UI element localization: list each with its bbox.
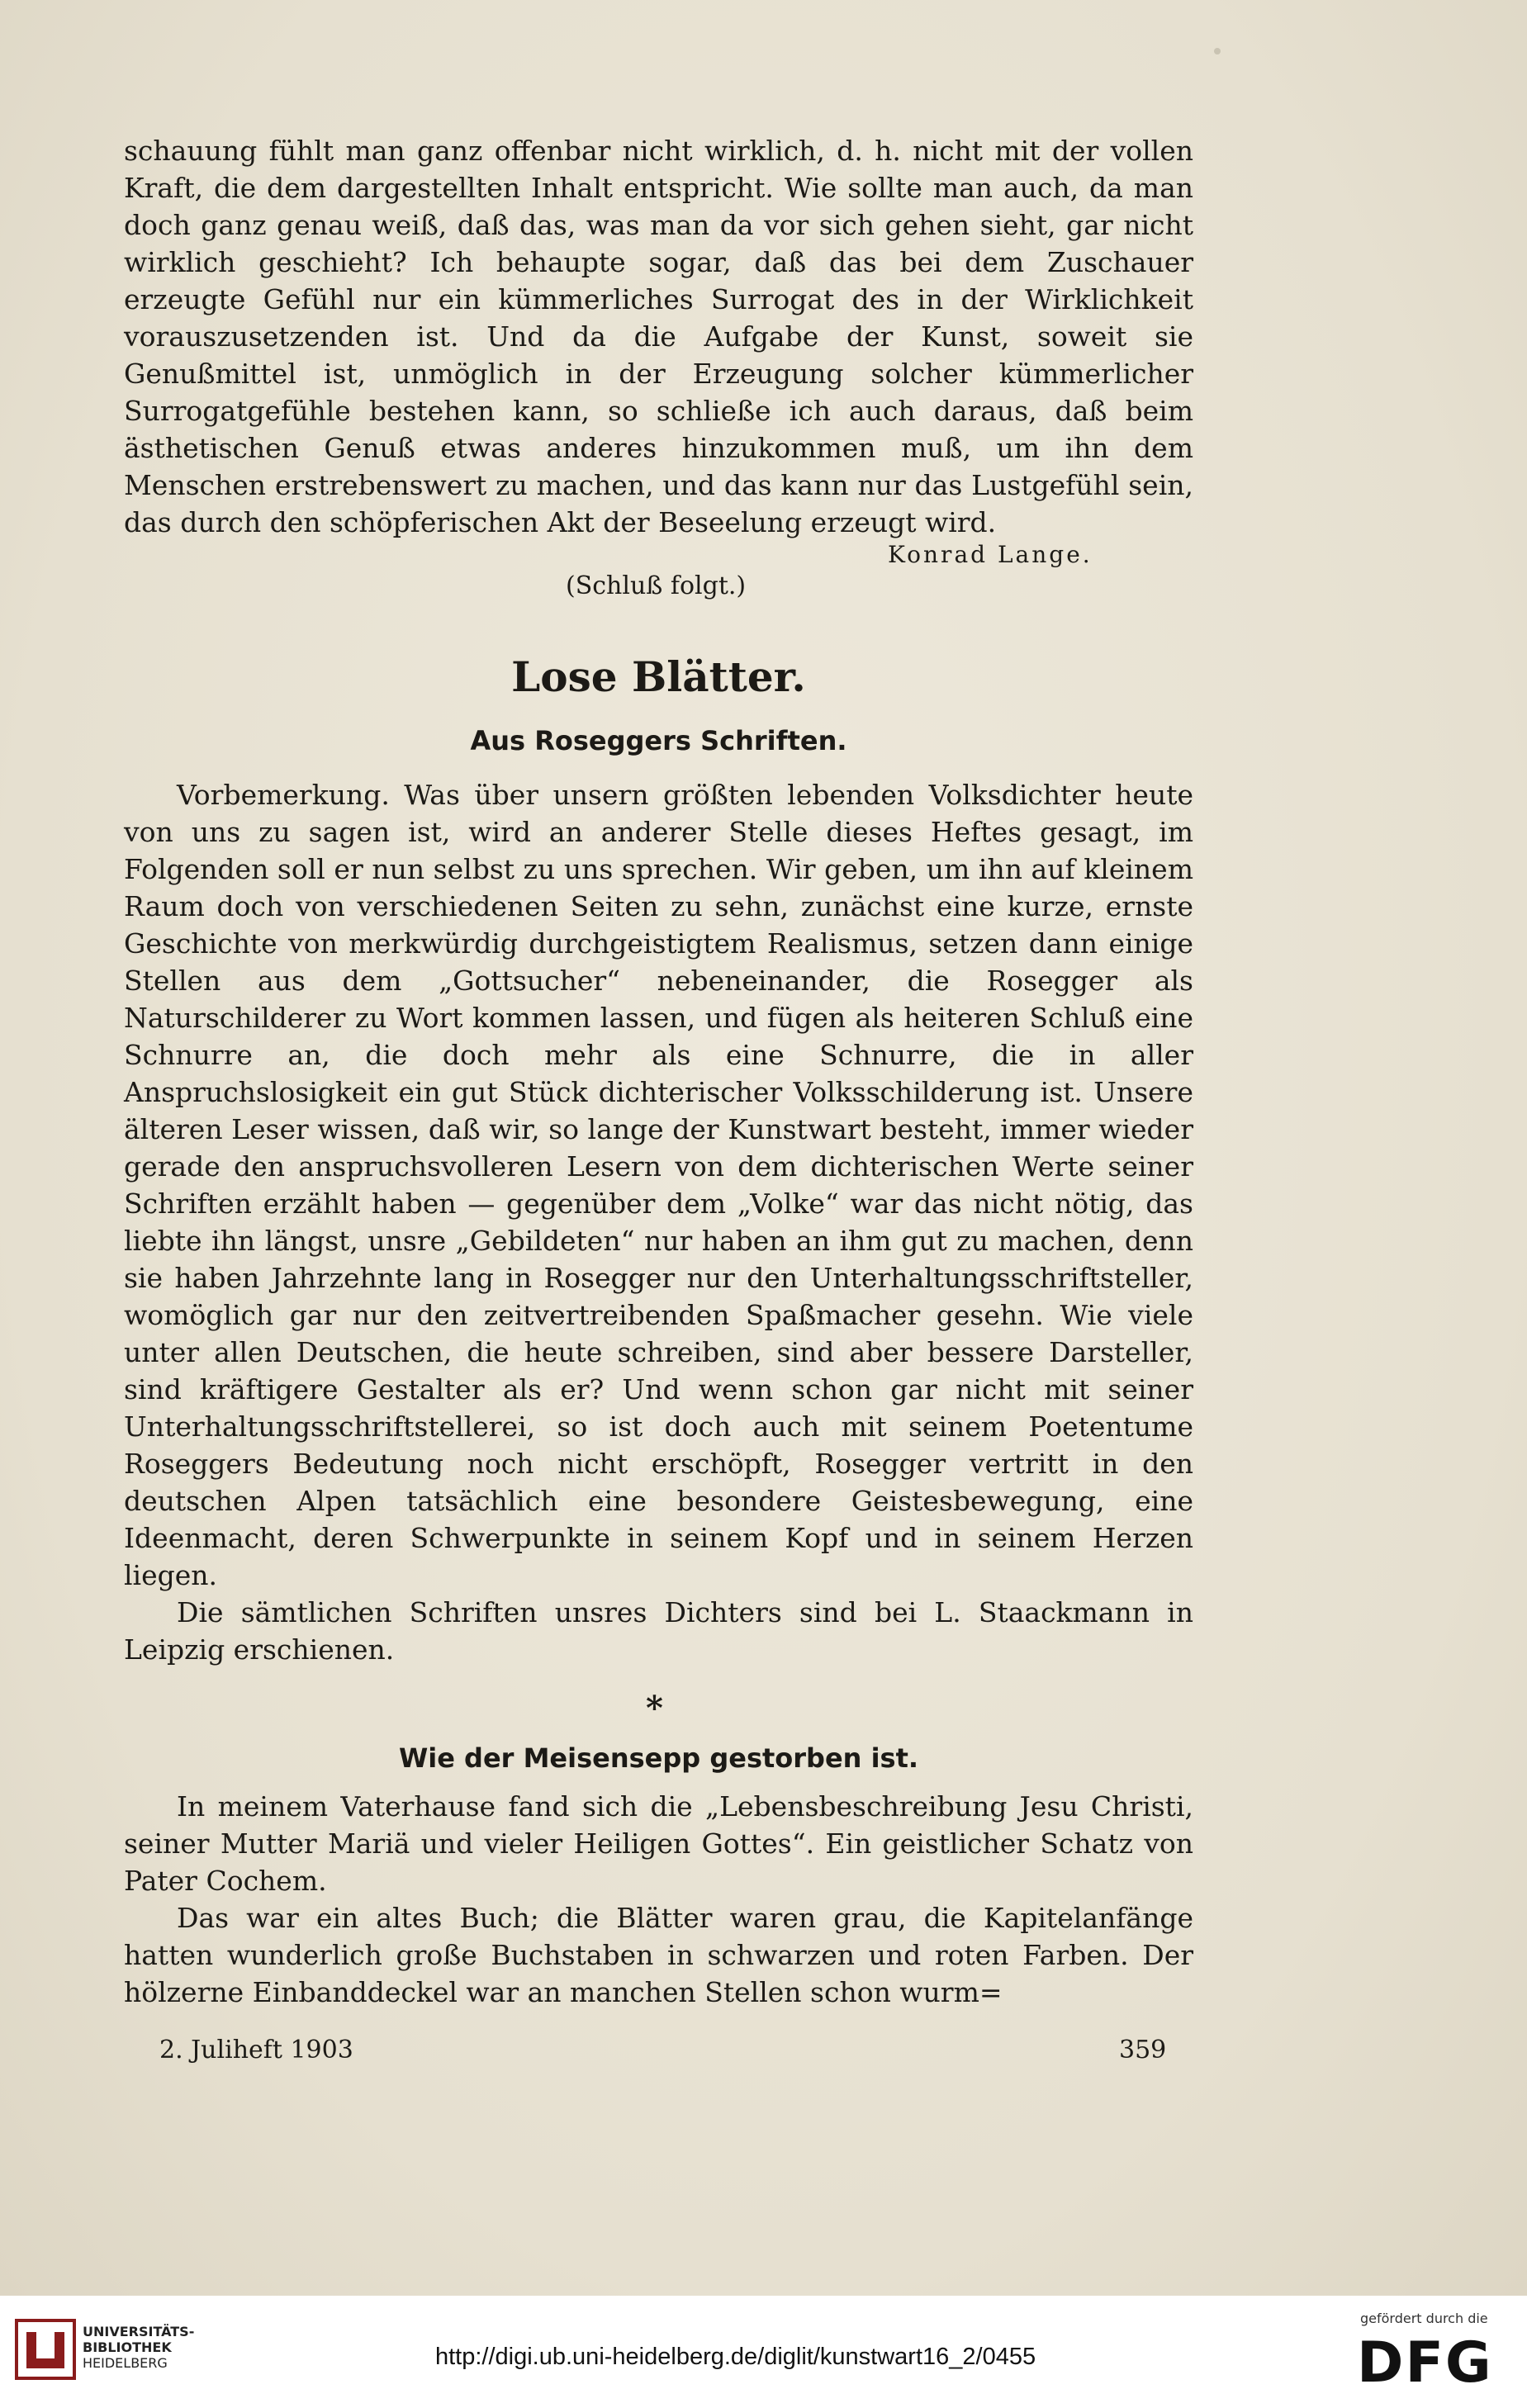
continued-note: (Schluß folgt.) — [566, 571, 747, 600]
essay-conclusion — [124, 132, 1193, 541]
preface-block — [124, 776, 1193, 1668]
author-signature: Konrad Lange. — [888, 541, 1093, 568]
university-library-logo-icon — [15, 2319, 76, 2383]
funding-note: gefördert durch die — [1360, 2311, 1488, 2326]
section-subtitle: Aus Roseggers Schriften. — [470, 725, 847, 756]
library-name-line: HEIDELBERG — [83, 2355, 168, 2371]
dfg-logo: DFG — [1357, 2330, 1493, 2396]
section-separator: * — [646, 1689, 663, 1728]
publisher-note: Die sämtlichen Schriften unsres Dichters sind bei L. Staackmann in Leipzig erschienen. — [124, 1596, 1193, 1666]
story-paragraph: In meinem Vaterhause fand sich die „Lebensbeschreibung Jesu Christi, seiner Mutter Mariä und vieler Heiligen Gottes“. Ein geistlicher Schatz von Pater Cochem. — [124, 1790, 1193, 1897]
library-name-line: UNIVERSITÄTS- — [83, 2324, 195, 2339]
section-title: Lose Blätter. — [511, 652, 806, 701]
story-block — [124, 1788, 1193, 2011]
issue-label: 2. Juliheft 1903 — [159, 2036, 353, 2064]
story-title: Wie der Meisensepp gestorben ist. — [398, 1742, 919, 1774]
essay-paragraph: schauung fühlt man ganz offenbar nicht wirklich, d. h. nicht mit der vollen Kraft, die dem dargestellten Inhalt entspricht. Wie sollte man auch, da man doch ganz genau weiß, daß das, was man da vor sich gehen sieht, gar nicht wirklich geschieht? Ich behaupte sogar, daß das bei dem Zuschauer erzeugte Gefühl nur ein kümmerliches Surrogat des in der Wirklichkeit vorauszusetzenden ist. Und da die Aufgabe der Kunst, soweit sie Genußmittel ist, unmöglich in der Erzeugung solcher kümmerlicher Surrogatgefühle bestehen kann, so schließe ich auch daraus, daß beim ästhetischen Genuß etwas anderes hinzukommen muß, um ihn dem Menschen erstrebenswert zu machen, und das kann nur das Lustgefühl sein, das durch den schöpferischen Akt der Beseelung erzeugt wird. — [124, 135, 1193, 538]
preface-paragraph: Vorbemerkung. Was über unsern größten lebenden Volksdichter heute von uns zu sagen ist, wird an anderer Stelle dieses Heftes gesagt, im Folgenden soll er nun selbst zu uns sprechen. Wir geben, um ihn auf kleinem Raum doch von verschiedenen Seiten zu sehn, zunächst eine kurze, ernste Geschichte von merkwürdig durchgeistigtem Realismus, setzen dann einige Stellen aus dem „Gottsucher“ nebeneinander, die Rosegger als Naturschilderer zu Wort kommen lassen, und fügen als heiteren Schluß eine Schnurre an, die doch mehr als eine Schnurre, die in aller Anspruchslosigkeit ein gut Stück dichterischer Volksschilderung ist. Unsere älteren Leser wissen, daß wir, so lange der Kunstwart besteht, immer wieder gerade den anspruchsvolleren Lesern von dem dichterischen Werte seiner Schriften erzählt haben — gegenüber dem „Volke“ war das nicht nötig, das liebte ihn längst, unsre „Gebildeten“ nur haben an ihm gut zu machen, denn sie haben Jahrzehnte lang in Rosegger nur den Unterhaltungsschriftsteller, womöglich gar nur den zeitvertreibenden Spaßmacher gesehn. Wie viele unter allen Deutschen, die heute schreiben, sind aber bessere Darsteller, sind kräftigere Gestalter als er? Und wenn schon gar nicht mit seiner Unterhaltungsschriftstellerei, so ist doch auch mit seinem Poetentume Roseggers Bedeutung noch nicht erschöpft, Rosegger vertritt in den deutschen Alpen tatsächlich eine besondere Geistesbewegung, eine Ideenmacht, deren Schwerpunkte in seinem Kopf und in seinem Herzen liegen. — [124, 779, 1193, 1591]
story-paragraph: Das war ein altes Buch; die Blätter waren grau, die Kapitelanfänge hatten wunderlich große Buchstaben in schwarzen und roten Farben. Der hölzerne Einbanddeckel war an manchen Stellen schon wurm= — [124, 1902, 1193, 2008]
digitization-footer — [0, 2296, 1527, 2408]
library-name-line: BIBLIOTHEK — [83, 2339, 172, 2355]
library-name — [83, 2324, 194, 2371]
page-number: 359 — [1119, 2036, 1167, 2064]
scan-speck — [1214, 48, 1221, 55]
permalink-url[interactable]: http://digi.ub.uni-heidelberg.de/diglit/kunstwart16_2/0455 — [435, 2344, 1036, 2370]
